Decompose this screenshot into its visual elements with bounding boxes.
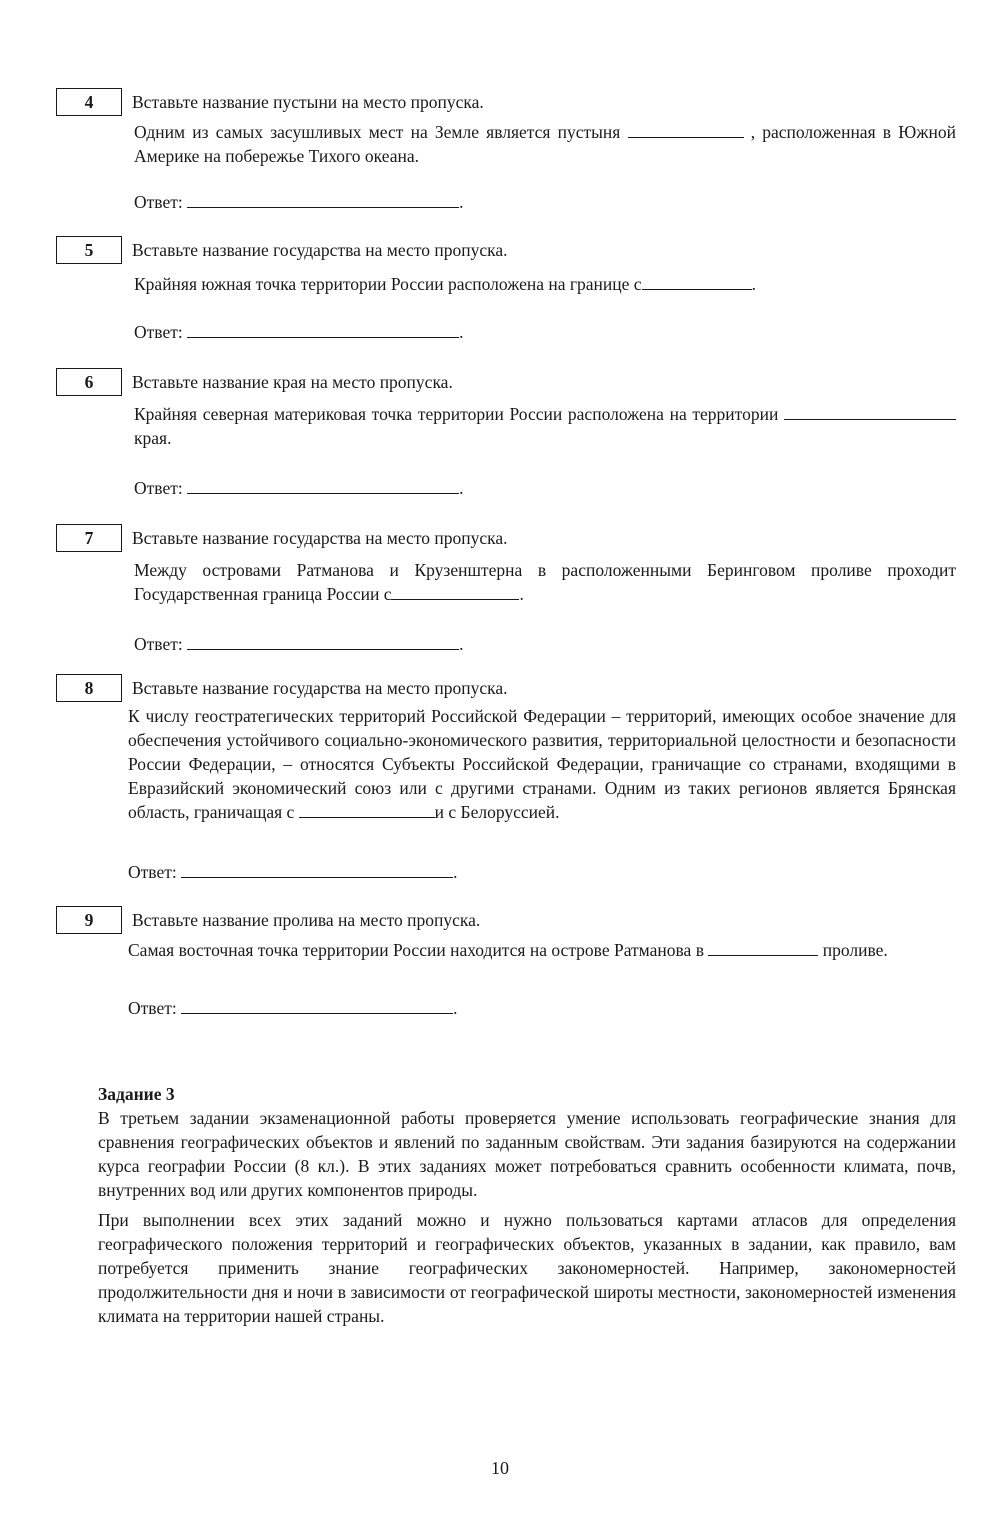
blank-line[interactable] xyxy=(628,122,744,138)
answer-line[interactable] xyxy=(181,862,453,878)
task-number-box: 6 xyxy=(56,368,122,396)
answer-row: Ответ: . xyxy=(128,862,458,882)
blank-line[interactable] xyxy=(708,940,818,956)
blank-line[interactable] xyxy=(784,404,956,420)
task-number-box: 9 xyxy=(56,906,122,934)
task-number-box: 8 xyxy=(56,674,122,702)
section-paragraph: В третьем задании экзаменационной работы проверяется умение использовать географические знания для сравнения географических объектов и явлений по заданным свойствам. Эти задания базируются на содержании курса географии России (8 кл.). В этих заданиях может потребоваться сравнить особенности климата, почв, внутренних вод или других компонентов природы. xyxy=(98,1108,956,1200)
task-text-end: проливе. xyxy=(822,940,888,960)
answer-line[interactable] xyxy=(187,322,459,338)
answer-label: Ответ: xyxy=(134,634,183,654)
answer-line[interactable] xyxy=(181,998,453,1014)
answer-line[interactable] xyxy=(187,634,459,650)
task-instruction: Вставьте название государства на место пропуска. xyxy=(132,678,508,698)
answer-row: Ответ: . xyxy=(128,998,458,1018)
task-text-end: , расположенная в Южной Америке на побережье Тихого океана. xyxy=(134,122,956,166)
task-instruction: Вставьте название пролива на место пропуска. xyxy=(132,910,481,930)
task-text-start: Крайняя южная точка территории России расположена на границе с xyxy=(134,274,642,294)
task-instruction: Вставьте название пустыни на место пропуска. xyxy=(132,92,484,112)
answer-label: Ответ: xyxy=(128,998,177,1018)
answer-label: Ответ: xyxy=(128,862,177,882)
task-text-end: края. xyxy=(134,428,172,448)
section-title: Задание 3 xyxy=(98,1084,175,1104)
task-text xyxy=(134,402,956,450)
task-number-box: 5 xyxy=(56,236,122,264)
section-task-3 xyxy=(98,1082,956,1328)
task-text xyxy=(134,272,956,296)
task-text xyxy=(134,558,956,606)
task-text-start: Крайняя северная материковая точка территории России расположена на территории xyxy=(134,404,779,424)
task-text-start: Одним из самых засушливых мест на Земле является пустыня xyxy=(134,122,621,142)
task-text xyxy=(128,938,956,962)
task-text-end: и с Белоруссией. xyxy=(434,802,560,822)
blank-line[interactable] xyxy=(391,584,519,600)
answer-row: Ответ: . xyxy=(134,634,464,654)
blank-line[interactable] xyxy=(642,274,752,290)
task-text-end: . xyxy=(751,274,756,294)
answer-label: Ответ: xyxy=(134,192,183,212)
task-instruction: Вставьте название края на место пропуска. xyxy=(132,372,453,392)
task-text-start: Самая восточная точка территории России находится на острове Ратманова в xyxy=(128,940,704,960)
answer-line[interactable] xyxy=(187,192,459,208)
answer-label: Ответ: xyxy=(134,478,183,498)
section-paragraph: При выполнении всех этих заданий можно и нужно пользоваться картами атласов для определения географического положения территорий и географических объектов, указанных в задании, как правило, вам потребуется применить знание географических закономерностей. Например, закономерностей продолжительности дня и ночи в зависимости от географической широты местности, закономерностей изменения климата на территории нашей страны. xyxy=(98,1210,956,1326)
task-text xyxy=(128,704,956,824)
answer-line[interactable] xyxy=(187,478,459,494)
answer-row: Ответ: . xyxy=(134,192,464,212)
task-text xyxy=(134,120,956,168)
task-instruction: Вставьте название государства на место пропуска. xyxy=(132,240,508,260)
task-text-start: К числу геостратегических территорий Российской Федерации – территорий, имеющих особое значение для обеспечения устойчивого социально-экономического развития, территориальной целостности и безопасности России Федерации, – относятся Субъекты Российской Федерации, граничащие со странами, входящими в Евразийский экономический союз или с другими странами. Одним из таких регионов является Брянская область, граничащая с xyxy=(128,706,956,822)
task-number-box: 4 xyxy=(56,88,122,116)
answer-label: Ответ: xyxy=(134,322,183,342)
task-text-end: . xyxy=(519,584,524,604)
page-number: 10 xyxy=(491,1458,509,1478)
task-instruction: Вставьте название государства на место пропуска. xyxy=(132,528,508,548)
answer-row: Ответ: . xyxy=(134,322,464,342)
task-text-start: Между островами Ратманова и Крузенштерна в расположенными Беринговом проливе проходит Государственная граница России с xyxy=(134,560,956,604)
blank-line[interactable] xyxy=(299,802,435,818)
answer-row: Ответ: . xyxy=(134,478,464,498)
task-number-box: 7 xyxy=(56,524,122,552)
